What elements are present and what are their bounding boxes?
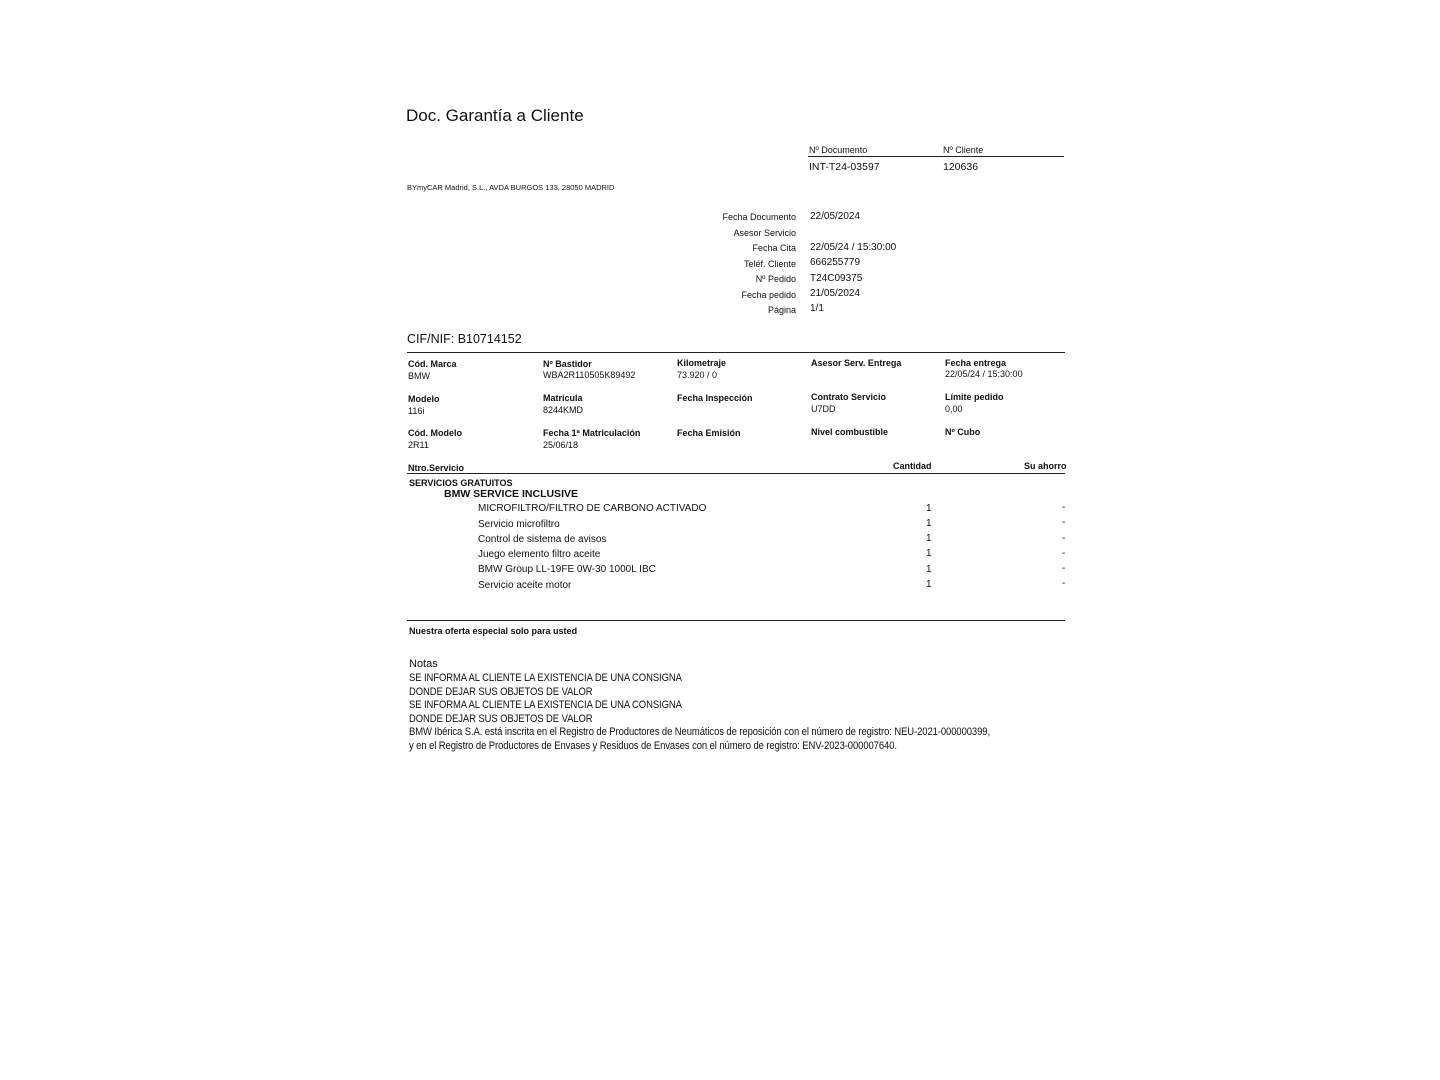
note-line: BMW Ibérica S.A. está inscrita en el Registro de Productores de Neumáticos de reposición con el número de registro: NEU-2021-000000399, xyxy=(409,726,990,738)
cod-marca-label: Cód. Marca xyxy=(408,359,457,369)
meta-label: Asesor Servicio xyxy=(733,228,796,238)
meta-value: T24C09375 xyxy=(810,273,863,284)
special-offer-text: Nuestra oferta especial solo para usted xyxy=(409,626,578,636)
cod-modelo-value: 2R11 xyxy=(408,440,429,450)
bastidor-label: Nº Bastidor xyxy=(543,359,592,369)
doc-header-divider xyxy=(808,156,1064,157)
services-group-title: SERVICIOS GRATUITOS xyxy=(409,478,513,488)
cod-marca-value: BMW xyxy=(408,371,430,381)
services-header-divider xyxy=(407,473,1065,474)
document-title: Doc. Garantía a Cliente xyxy=(406,106,584,125)
asesor-entrega-label: Asesor Serv. Entrega xyxy=(811,358,902,368)
service-item-name: Servicio aceite motor xyxy=(478,580,572,591)
meta-value: 22/05/24 / 15:30:00 xyxy=(810,242,897,253)
note-line: SE INFORMA AL CLIENTE LA EXISTENCIA DE UNA CONSIGNA xyxy=(409,672,682,684)
service-item-saving: - xyxy=(1062,533,1066,544)
meta-label: Teléf. Cliente xyxy=(743,259,796,269)
vehicle-divider xyxy=(407,352,1065,353)
offer-divider xyxy=(407,620,1065,621)
contrato-servicio-label: Contrato Servicio xyxy=(811,392,887,402)
service-item-name: Servicio microfiltro xyxy=(478,519,560,530)
meta-value: 666255779 xyxy=(810,257,861,268)
note-line: SE INFORMA AL CLIENTE LA EXISTENCIA DE UNA CONSIGNA xyxy=(409,699,682,711)
matricula-label: Matrícula xyxy=(543,393,583,403)
saving-column-header: Su ahorro xyxy=(1024,461,1067,471)
meta-value: 21/05/2024 xyxy=(810,288,861,299)
qty-column-header: Cantidad xyxy=(893,461,932,471)
client-number-label: Nº Cliente xyxy=(943,145,984,155)
meta-label: Fecha Cita xyxy=(752,243,796,253)
service-item-qty: 1 xyxy=(926,518,932,529)
service-item-qty: 1 xyxy=(926,503,932,514)
service-item-name: BMW Group LL-19FE 0W-30 1000L IBC xyxy=(478,564,656,575)
cod-modelo-label: Cód. Modelo xyxy=(408,428,462,438)
service-item-qty: 1 xyxy=(926,533,932,544)
limite-pedido-label: Límite pedido xyxy=(945,392,1004,402)
fecha-entrega-value: 22/05/24 / 15:30:00 xyxy=(945,369,1023,379)
kilometraje-value: 73.920 / 0 xyxy=(677,370,718,380)
modelo-value: 116i xyxy=(408,406,425,416)
cif-nif: CIF/NIF: B10714152 xyxy=(407,332,522,346)
note-line: y en el Registro de Productores de Envases y Residuos de Envases con el número de registro: ENV-2023-000007640. xyxy=(409,740,897,752)
fecha-emision-label: Fecha Emisión xyxy=(677,428,741,438)
service-item-saving: - xyxy=(1062,548,1066,559)
fecha-entrega-label: Fecha entrega xyxy=(945,358,1007,368)
doc-number-value: INT-T24-03597 xyxy=(809,161,880,173)
fecha-matriculacion-label: Fecha 1ª Matriculación xyxy=(543,428,641,438)
bastidor-value: WBA2R110505K89492 xyxy=(543,370,636,380)
services-subgroup-title: BMW SERVICE INCLUSIVE xyxy=(444,488,578,500)
fecha-matriculacion-value: 25/06/18 xyxy=(543,440,579,450)
service-column-header: Ntro.Servicio xyxy=(408,463,465,473)
meta-label: Fecha Documento xyxy=(722,212,796,222)
nivel-combustible-label: Nivel combustible xyxy=(811,427,889,437)
cubo-label: Nº Cubo xyxy=(945,427,981,437)
fecha-inspeccion-label: Fecha Inspección xyxy=(677,393,753,403)
service-item-qty: 1 xyxy=(926,579,932,590)
service-item-qty: 1 xyxy=(926,564,932,575)
note-line: DONDE DEJAR SUS OBJETOS DE VALOR xyxy=(409,713,593,725)
notes-title: Notas xyxy=(409,658,438,670)
matricula-value: 8244KMD xyxy=(543,405,584,415)
meta-value: 22/05/2024 xyxy=(810,211,861,222)
meta-value: 1/1 xyxy=(810,303,824,314)
service-item-name: Control de sistema de avisos xyxy=(478,534,607,545)
service-item-saving: - xyxy=(1062,517,1066,528)
company-address: BYmyCAR Madrid, S.L., AVDA BURGOS 133, 28050 MADRID xyxy=(407,183,615,192)
limite-pedido-value: 0,00 xyxy=(945,404,963,414)
kilometraje-label: Kilometraje xyxy=(677,358,727,368)
meta-label: Fecha pedido xyxy=(741,290,796,300)
doc-number-label: Nº Documento xyxy=(809,145,868,155)
contrato-servicio-value: U7DD xyxy=(811,404,836,414)
service-item-saving: - xyxy=(1062,563,1066,574)
service-item-saving: - xyxy=(1062,502,1066,513)
service-item-name: MICROFILTRO/FILTRO DE CARBONO ACTIVADO xyxy=(478,503,707,514)
meta-label: Nº Pedido xyxy=(755,274,796,284)
service-item-name: Juego elemento filtro aceite xyxy=(478,549,601,560)
modelo-label: Modelo xyxy=(408,394,440,404)
service-item-qty: 1 xyxy=(926,548,932,559)
note-line: DONDE DEJAR SUS OBJETOS DE VALOR xyxy=(409,686,593,698)
meta-label: Página xyxy=(767,305,796,315)
client-number-value: 120636 xyxy=(943,161,979,173)
service-item-saving: - xyxy=(1062,578,1066,589)
